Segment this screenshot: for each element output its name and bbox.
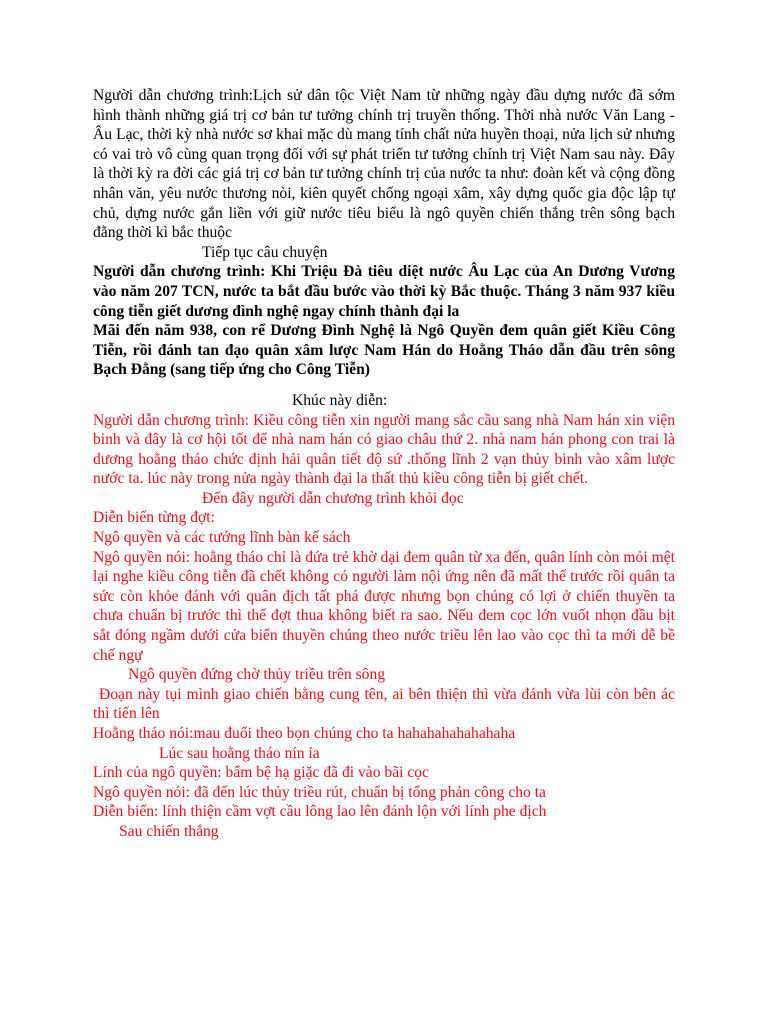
document-page	[93, 86, 675, 842]
red-line-10: Lính của ngô quyền: bẩm bệ hạ giặc đã đi vào bãi cọc	[93, 764, 430, 782]
red-line-13: Sau chiến thắng	[119, 822, 219, 840]
spacer	[93, 380, 675, 391]
red-paragraph-7: Đoạn này tụi mình giao chiến bằng cung tên, ai bên thiện thì vừa đánh vừa lùi còn bên ác thì tiến lên	[93, 685, 675, 723]
red-line-3: Diễn biến từng đợt:	[93, 509, 215, 527]
continue-story-line: Tiếp tục câu chuyện	[202, 243, 328, 261]
red-line-8: Hoằng tháo nói:mau đuổi theo bọn chúng cho ta hahahahahahahaha	[93, 725, 516, 742]
scene-heading: Khúc này diễn:	[292, 391, 388, 409]
red-line-2: Đến đây người dẫn chương trình khỏi đọc	[202, 489, 464, 507]
red-line-9: Lúc sau hoằng tháo nín ỉa	[159, 744, 320, 762]
bold-paragraph-1: Người dẫn chương trình: Khi Triệu Đà tiêu diệt nước Âu Lạc của An Dương Vương vào năm 207 TCN, nước ta bắt đầu bước vào thời kỳ Bắc thuộc. Tháng 3 năm 937 kiều công tiễn giết dương đình nghệ ngay chính thành đại la	[93, 263, 675, 320]
red-paragraph-5: Ngô quyền nói: hoằng tháo chỉ là đứa trẻ khờ dại đem quân từ xa đến, quân lính còn mỏi mệt lại nghe kiều công tiễn đã chết không có người làm nội ứng nên đã mất thế trước rồi quân ta sức còn khỏe đánh với quân địch tất phá được nhưng bọn chúng có lợi ở chiến thuyền ta chưa chuẩn bị trước thì thế đợt thua không biết ra sao. Nếu đem cọc lớn vuốt nhọn đầu bịt sắt đóng ngầm dưới cửa biển thuyền chúng theo nước triều lên lao vào cọc thì ta mới dễ bề chế ngự	[93, 548, 675, 664]
red-line-4: Ngô quyền và các tướng lĩnh bàn kế sách	[93, 529, 351, 547]
red-line-11: Ngô quyền nói: đã đến lúc thủy triều rút, chuẩn bị tổng phản công cho ta	[93, 783, 546, 801]
bold-paragraph-2: Mãi đến năm 938, con rể Dương Đình Nghệ là Ngô Quyền đem quân giết Kiều Công Tiễn, rồi đánh tan đạo quân xâm lược Nam Hán do Hoằng Tháo dẫn đầu trên sông Bạch Đằng (sang tiếp ứng cho Công Tiễn)	[93, 322, 675, 379]
red-line-6: Ngô quyền đứng chờ thủy triều trên sông	[128, 666, 386, 684]
intro-paragraph: Người dẫn chương trình:Lịch sử dân tộc Việt Nam từ những ngày đầu dựng nước đã sớm hình thành những giá trị cơ bản tư tưởng chính trị truyền thống. Thời nhà nước Văn Lang - Âu Lạc, thời kỳ nhà nước sơ khai mặc dù mang tính chất nửa huyền thoại, nửa lịch sử nhưng có vai trò vô cùng quan trọng đối với sự phát triển tư tưởng chính trị Việt Nam sau này. Đây là thời kỳ ra đời các giá trị cơ bản tư tưởng chính trị của nước ta như: đoàn kết và cộng đồng nhân văn, yêu nước thương nòi, kiên quyết chống ngoại xâm, xây dựng quốc gia độc lập tự chủ, dựng nước gắn liền với giữ nước tiêu biểu là ngô quyền chiến thắng trên sông bạch đằng thời kì bắc thuộc	[93, 87, 675, 242]
red-paragraph-1: Người dẫn chương trình: Kiều công tiễn xin người mang sắc cầu sang nhà Nam hán xin viện binh và đây là cơ hội tốt để nhà nam hán có giao châu thứ 2. nhà nam hán phong con trai là dương hoằng tháo chức định hải quân tiết độ sứ .thống lĩnh 2 vạn thủy binh vào xâm lược nước ta. lúc này trong nửa ngày thành đại la thất thủ kiều công tiễn bị giết chết.	[93, 411, 675, 488]
red-line-12: Diễn biến: lính thiện cầm vợt cầu lông lao lên đánh lộn với lính phe địch	[93, 803, 547, 821]
